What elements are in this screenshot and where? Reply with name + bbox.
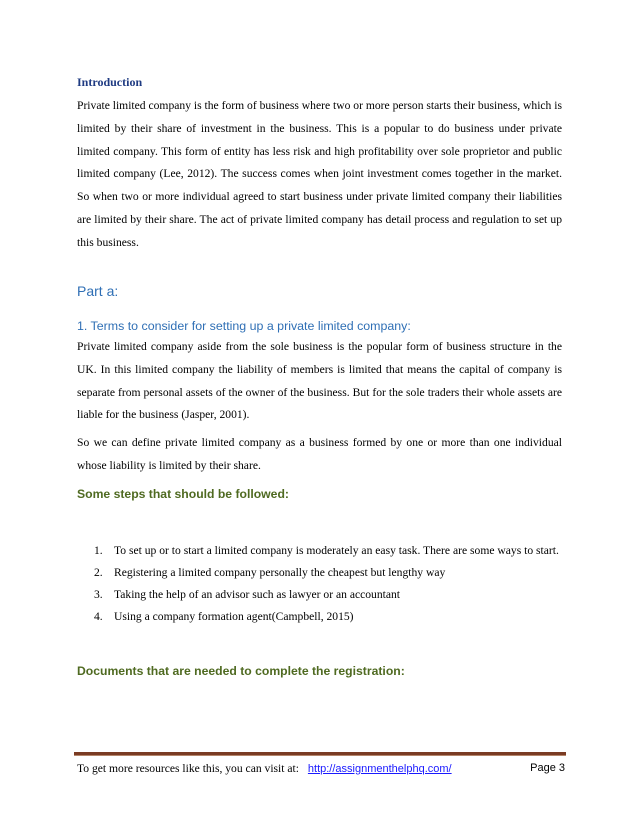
list-item-text: Registering a limited company personally the cheapest but lengthy way: [114, 566, 446, 579]
steps-list: [94, 540, 564, 628]
list-item-number: 1.: [94, 544, 103, 557]
introduction-heading: Introduction: [77, 75, 143, 89]
introduction-paragraph: Private limited company is the form of business where two or more person starts their business, which is limited by their share of investment in the business. This is a popular to do business under private limited company. This form of entity has less risk and high profitability over sole proprietor and public limited company (Lee, 2012). The success comes when joint investment comes together in the market. So when two or more individual agreed to start business under private limited company their liabilities are limited by their share. The act of private limited company has detail process and regulation to set up this business.: [77, 99, 562, 249]
list-item-number: 3.: [94, 588, 103, 601]
list-item: [94, 584, 564, 606]
page-footer: [77, 762, 565, 775]
list-item-text: Taking the help of an advisor such as lawyer or an accountant: [114, 588, 401, 601]
list-item: [94, 540, 564, 562]
list-item-text: Using a company formation agent(Campbell, 2015): [114, 610, 354, 623]
footer-link[interactable]: http://assignmenthelphq.com/: [307, 763, 452, 775]
steps-heading: Some steps that should be followed:: [77, 487, 289, 501]
terms-paragraph-2: So we can define private limited company as a business formed by one or more than one individual whose liability is limited by their share.: [77, 436, 562, 472]
part-a-heading: Part a:: [77, 283, 119, 299]
list-item-number: 2.: [94, 566, 103, 579]
footer-text: To get more resources like this, you can visit at:: [77, 762, 299, 775]
list-item-text: To set up or to start a limited company is moderately an easy task. There are some ways to start.: [114, 544, 559, 557]
documents-heading: Documents that are needed to complete the registration:: [77, 664, 405, 678]
footer-divider: [74, 752, 566, 756]
terms-heading: 1. Terms to consider for setting up a private limited company:: [77, 319, 411, 333]
list-item: [94, 606, 564, 628]
list-item: [94, 562, 564, 584]
page-number: Page 3: [530, 762, 565, 774]
terms-paragraph-1: Private limited company aside from the sole business is the popular form of business structure in the UK. In this limited company the liability of members is limited that means the capital of company is separate from personal assets of the owner of the business. But for the sole traders their whole assets are liable for the business (Jasper, 2001).: [77, 340, 562, 422]
list-item-number: 4.: [94, 610, 103, 623]
